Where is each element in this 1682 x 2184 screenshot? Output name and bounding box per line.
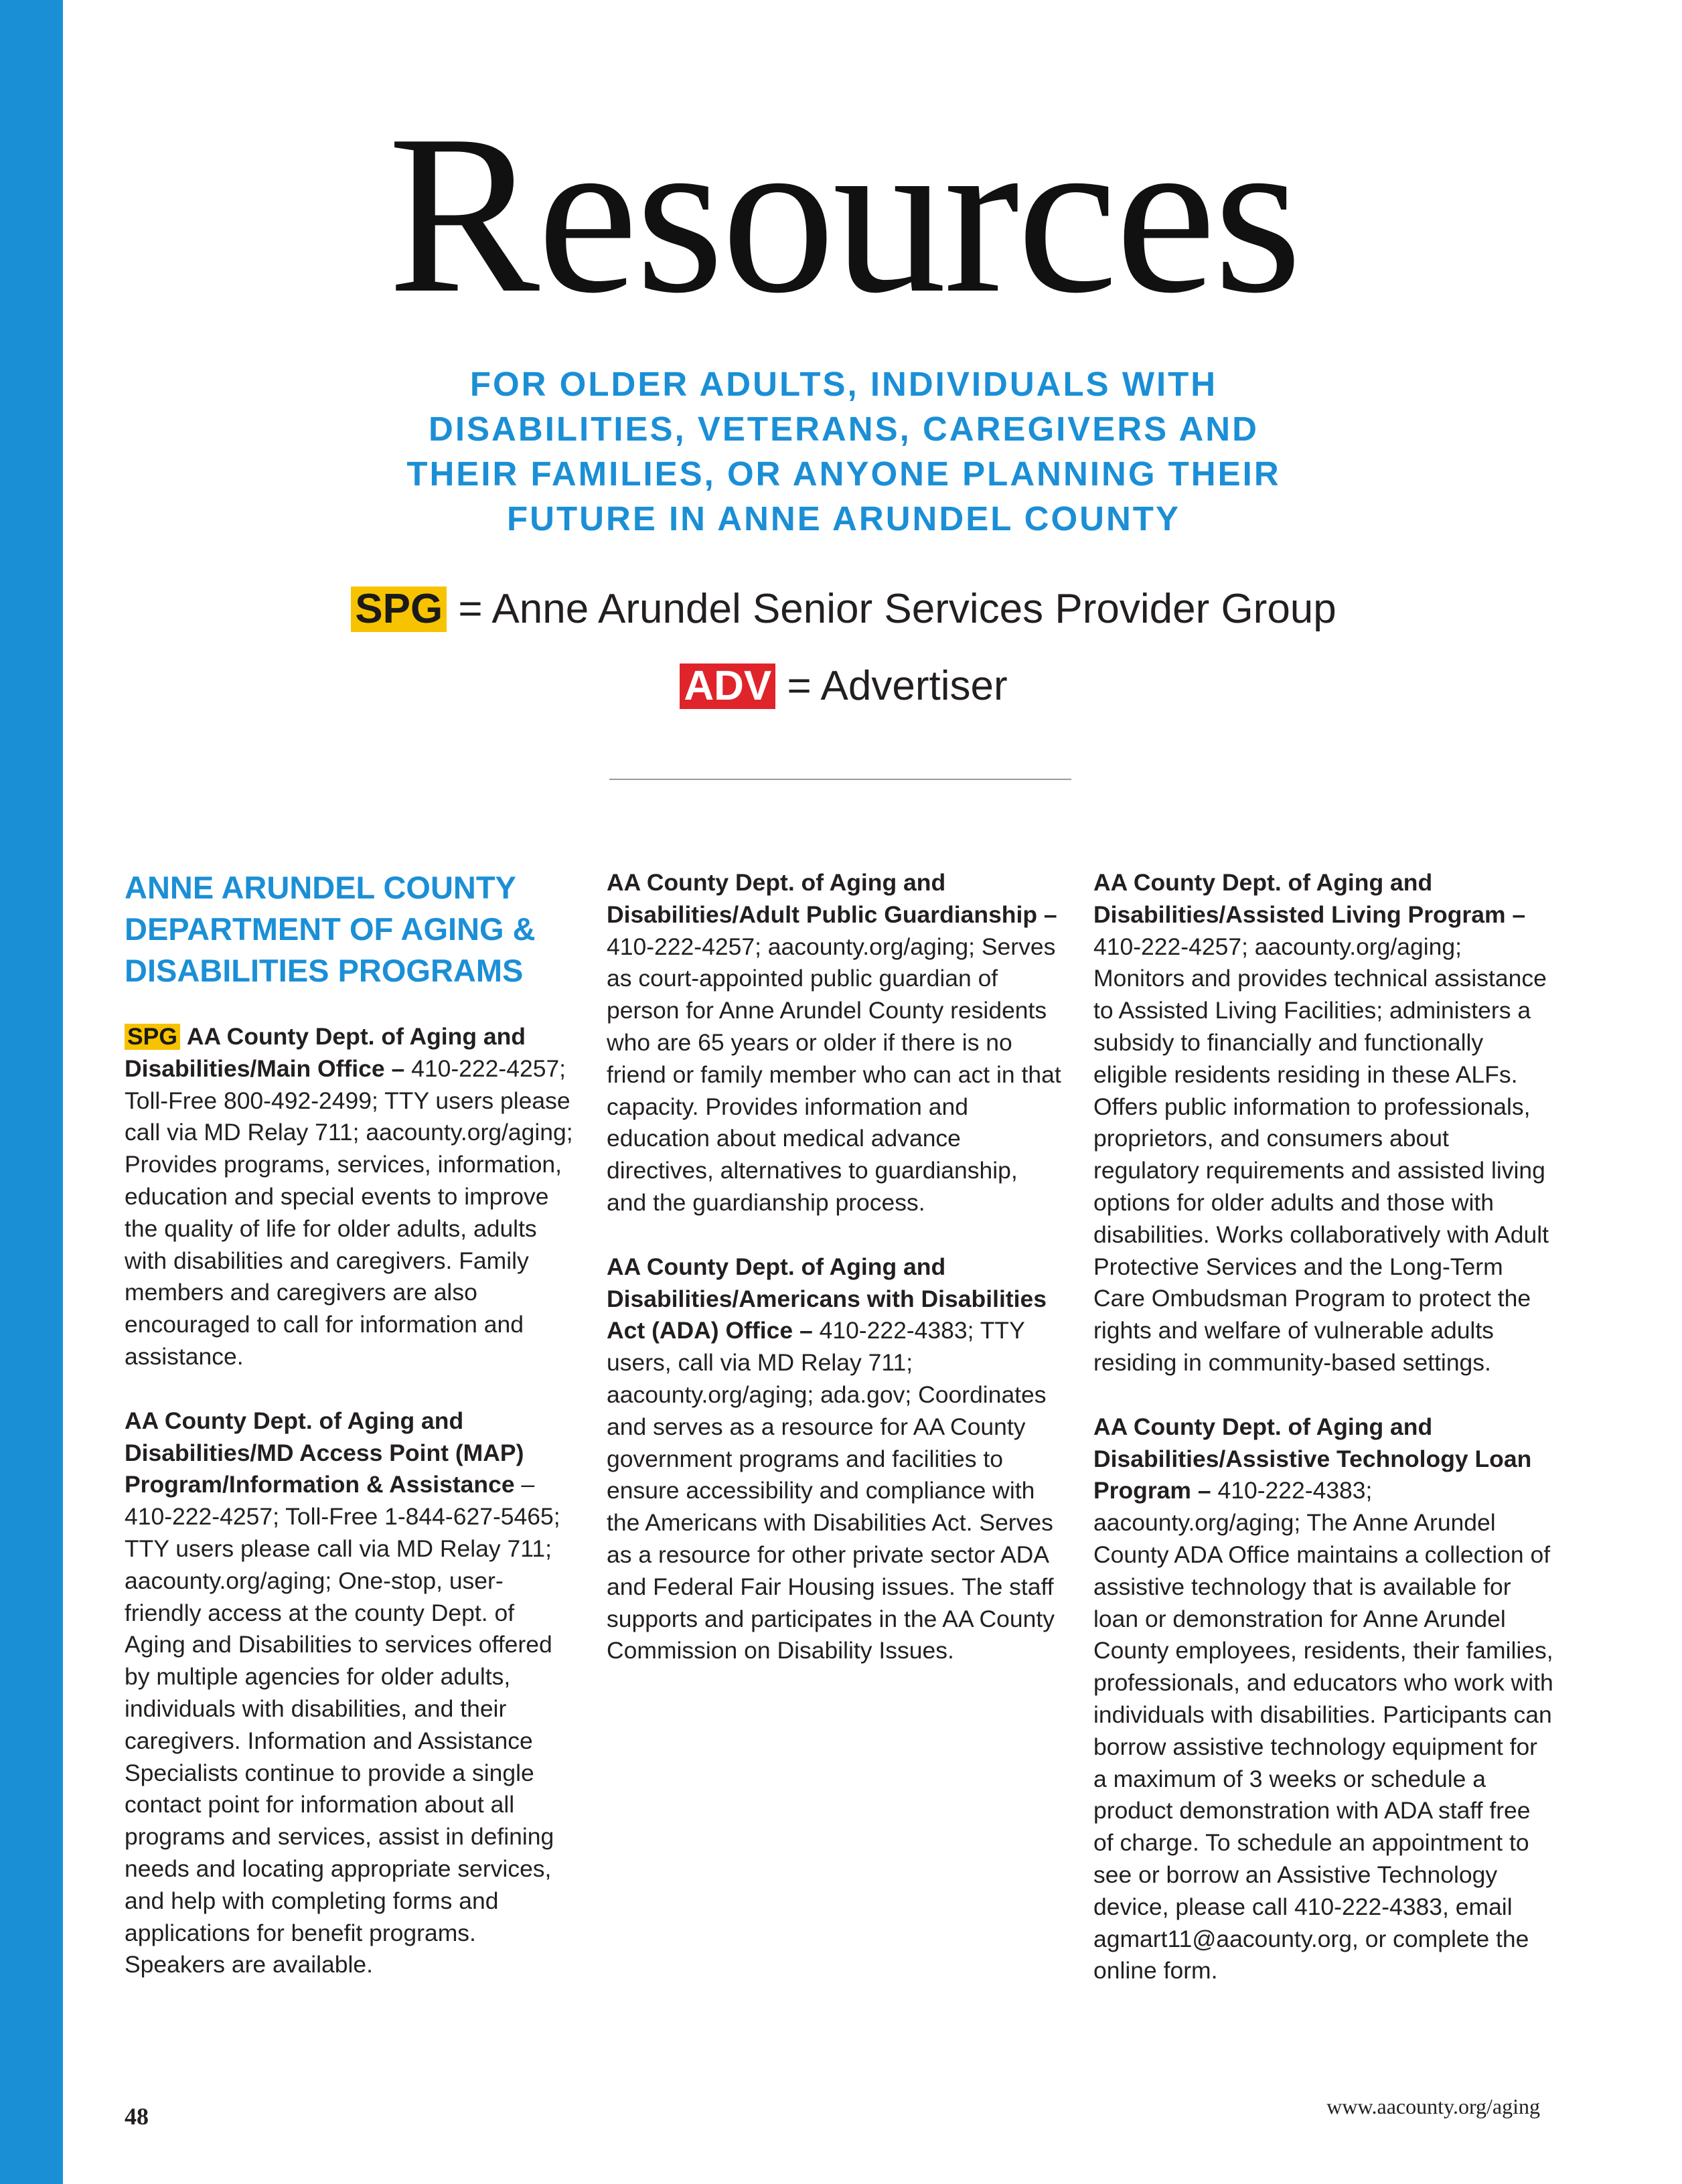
subtitle-line: FUTURE IN ANNE ARUNDEL COUNTY — [507, 499, 1180, 538]
resource-entry — [1093, 867, 1555, 1379]
entry-body: 410-222-4257; Toll-Free 800-492-2499; TTY users please call via MD Relay 711; aacounty.org/aging; Provides programs, services, information, education and special events to improve the quality of life for older adults, adults with disabilities and caregivers. Family members and caregivers are also encouraged to call for information and assistance. — [125, 1055, 573, 1370]
entry-name: AA County Dept. of Aging and Disabilities/Assisted Living Program – — [1093, 869, 1526, 928]
spg-badge: SPG — [351, 587, 447, 632]
subtitle-line: FOR OLDER ADULTS, INDIVIDUALS WITH — [469, 365, 1218, 403]
entry-body: – 410-222-4257; Toll-Free 1-844-627-5465; TTY users please call via MD Relay 711; aacounty.org/aging; One-stop, user-friendly access at the county Dept. of Aging and Disabilities to services offered by multiple agencies for older adults, individuals with disabilities, and their caregivers. Information and Assistance Specialists continue to provide a single contact point for information about all programs and services, assist in defining needs and locating appropriate services, and help with completing forms and applications for benefit programs. Speakers are available. — [125, 1471, 560, 1978]
adv-badge: ADV — [680, 664, 775, 709]
column-1 — [125, 867, 580, 2013]
spg-badge: SPG — [125, 1024, 180, 1050]
legend-adv — [201, 659, 1486, 713]
entry-name: AA County Dept. of Aging and Disabilities/Americans with Disabilities Act (ADA) Office – — [607, 1253, 1047, 1344]
legend-spg — [201, 582, 1486, 636]
entry-name: AA County Dept. of Aging and Disabilities/MD Access Point (MAP) Program/Information & Assistance — [125, 1407, 524, 1498]
entry-name: AA County Dept. of Aging and Disabilities/Assistive Technology Loan Program – — [1093, 1413, 1532, 1504]
column-2 — [607, 867, 1062, 1699]
page-subtitle — [301, 362, 1386, 541]
entry-name: AA County Dept. of Aging and Disabilities/Main Office – — [125, 1023, 526, 1082]
entry-name: AA County Dept. of Aging and Disabilities/Adult Public Guardianship – — [607, 869, 1057, 928]
resource-entry — [125, 1021, 580, 1373]
section-heading: ANNE ARUNDEL COUNTY DEPARTMENT OF AGING & DISABILITIES PROGRAMS — [125, 870, 536, 988]
entry-body: 410-222-4257; aacounty.org/aging; Serves as court-appointed public guardian of person for Anne Arundel County residents who are 65 years or older if there is no friend or family member who can act in that capacity. Provides information and education about medical advance directives, alternatives to guardianship, and the guardianship process. — [607, 933, 1061, 1216]
entry-body: 410-222-4257; aacounty.org/aging; Monitors and provides technical assistance to Assisted Living Facilities; administers a subsidy to financially and functionally eligible residents residing in these ALFs. Offers public information to professionals, proprietors, and consumers about regulatory requirements and assisted living options for older adults and those with disabilities. Works collaboratively with Adult Protective Services and the Long-Term Care Ombudsman Program to protect the rights and welfare of vulnerable adults residing in community-based settings. — [1093, 933, 1549, 1376]
subtitle-line: THEIR FAMILIES, OR ANYONE PLANNING THEIR — [406, 455, 1281, 493]
legend-adv-text: = Advertiser — [787, 663, 1008, 709]
sidebar-accent-bar — [0, 0, 63, 2184]
entry-body: 410-222-4383; aacounty.org/aging; The Anne Arundel County ADA Office maintains a collection of assistive technology that is available for loan or demonstration for Anne Arundel County employees, residents, their families, professionals, and educators who work with individuals with disabilities. Participants can borrow assistive technology equipment for a maximum of 3 weeks or schedule a product demonstration with ADA staff free of charge. To schedule an appointment to see or borrow an Assistive Technology device, please call 410-222-4383, email agmart11@aacounty.org, or complete the online form. — [1093, 1477, 1553, 1984]
legend-spg-text: = Anne Arundel Senior Services Provider Group — [458, 586, 1336, 632]
footer-url[interactable]: www.aacounty.org/aging — [1326, 2094, 1540, 2118]
subtitle-line: DISABILITIES, VETERANS, CAREGIVERS AND — [429, 410, 1259, 448]
section-divider — [609, 779, 1071, 780]
entry-body: 410-222-4383; TTY users, call via MD Relay 711; aacounty.org/aging; ada.gov; Coordinates and serves as a resource for AA County government programs and facilities to ensure accessibility and compliance with the Americans with Disabilities Act. Serves as a resource for other private sector ADA and Federal Fair Housing issues. The staff supports and participates in the AA County Commission on Disability Issues. — [607, 1317, 1055, 1664]
resource-entry — [607, 867, 1062, 1219]
resource-entry — [1093, 1411, 1555, 1987]
column-3 — [1093, 867, 1555, 2019]
page-number: 48 — [125, 2103, 149, 2130]
page-title: Resources — [388, 88, 1300, 340]
resource-entry — [607, 1251, 1062, 1667]
resource-entry — [125, 1405, 580, 1981]
